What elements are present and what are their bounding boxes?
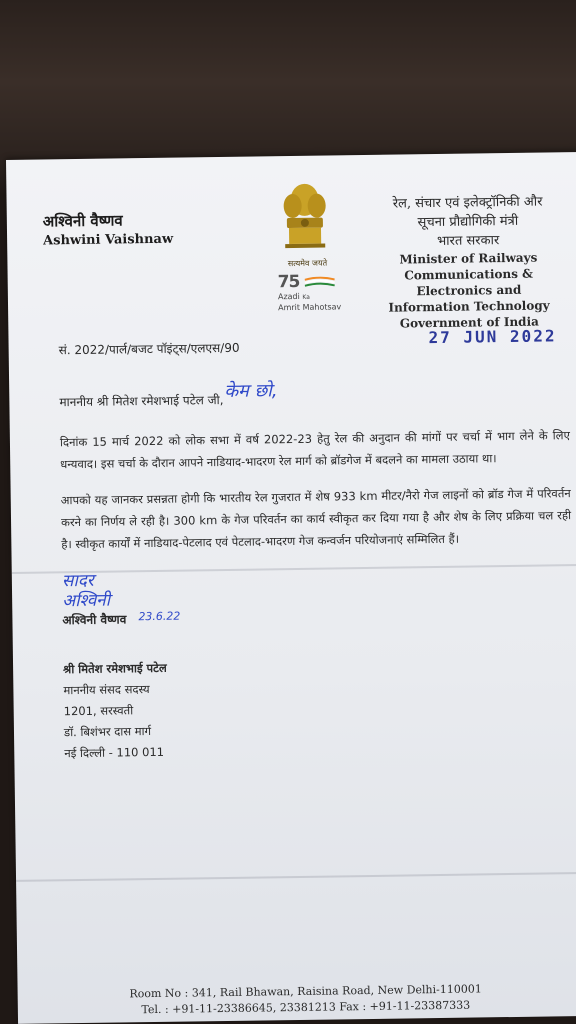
sender-name-hindi: अश्विनी वैष्णव bbox=[42, 211, 123, 231]
azadi-word: Azadi bbox=[277, 291, 300, 302]
handwritten-date: 23.6.22 bbox=[138, 609, 181, 624]
amrit-mahotsav-word: Amrit Mahotsav bbox=[278, 302, 342, 313]
ministry-en-line-2: Communications & Electronics and bbox=[404, 266, 534, 299]
handwritten-sadar: सादर bbox=[61, 570, 94, 592]
recipient-address-line-1: 1201, सरस्वती bbox=[63, 703, 134, 719]
ministry-hindi-line-2: सूचना प्रौद्योगिकी मंत्री bbox=[417, 213, 519, 231]
handwritten-closing bbox=[62, 571, 110, 612]
recipient-name: श्री मितेश रमेशभाई पटेल bbox=[63, 660, 167, 677]
azadi-ka: Ka bbox=[302, 293, 310, 301]
sender-name-english: Ashwini Vaishnaw bbox=[43, 231, 174, 249]
date-stamp: 27 JUN 2022 bbox=[428, 326, 557, 348]
letter-paragraph-1: दिनांक 15 मार्च 2022 को लोक सभा में वर्ष 2022-23 हेतु रेल की अनुदान की मांगों पर चर्चा में भाग लेने के लिए धन्यवाद। इस चर्चा के दौरान आपने नाडियाद-भादरण रेल मार्ग को ब्रॉडगेज में बदलने का मामला उठाया था। bbox=[59, 428, 570, 472]
letter-paper bbox=[6, 152, 576, 1024]
recipient-address-line-2: डॉ. बिशंभर दास मार्ग bbox=[63, 724, 152, 740]
ministry-en-line-4: Government of India bbox=[399, 314, 539, 331]
ministry-hindi-line-1: रेल, संचार एवं इलेक्ट्रॉनिकी और bbox=[392, 194, 543, 212]
reference-number: सं. 2022/पार्ल/बजट पॉइंट्स/एलएस/90 bbox=[58, 340, 240, 358]
handwritten-greeting: केम छो, bbox=[224, 380, 278, 402]
ministry-en-line-1: Minister of Railways bbox=[399, 250, 538, 267]
salutation: माननीय श्री मितेश रमेशभाई पटेल जी, bbox=[59, 392, 224, 410]
letter-paragraph-2: आपको यह जानकर प्रसन्नता होगी कि भारतीय रेल गुजरात में शेष 933 km मीटर/नैरो गेज लाइनों को ब्रॉड गेज में परिवर्तन करने का निर्णय ले रही है। 300 km के गेज परिवर्तन का कार्य स्वीकृत कर दिया गया है और शेष के लिए प्रक्रिया चल रही है। स्वीकृत कार्यों में नाडियाद-पेटलाद एवं पेटलाद-भादरण गेज कन्वर्जन परियोजनाएं सम्मिलित हैं। bbox=[60, 486, 572, 552]
azadi-ka-amrit-mahotsav-logo bbox=[278, 271, 359, 313]
azadi-75-mark: 75 bbox=[277, 271, 300, 293]
footer-contact: Tel. : +91-11-23386645, 23381213 Fax : +91-11-23387333 bbox=[141, 998, 471, 1017]
emblem-caption: सत्यमेव जयते bbox=[287, 258, 328, 269]
recipient-address-line-3: नई दिल्ली - 110 011 bbox=[64, 744, 165, 761]
national-emblem-icon bbox=[276, 177, 333, 258]
ministry-hindi-line-3: भारत सरकार bbox=[436, 233, 500, 249]
tricolor-flag-icon bbox=[304, 276, 334, 286]
recipient-address bbox=[63, 658, 168, 764]
handwritten-signature: अश्विनी bbox=[62, 590, 111, 612]
footer-address: Room No : 341, Rail Bhawan, Raisina Road, New Delhi-110001 bbox=[129, 982, 482, 1001]
ministry-block bbox=[373, 192, 565, 332]
paper-fold bbox=[16, 872, 576, 882]
signer-name: अश्विनी वैष्णव bbox=[62, 612, 127, 628]
letterhead-footer bbox=[18, 980, 576, 1020]
ministry-en-line-3: Information Technology bbox=[388, 298, 550, 315]
recipient-designation: माननीय संसद सदस्य bbox=[63, 682, 150, 698]
